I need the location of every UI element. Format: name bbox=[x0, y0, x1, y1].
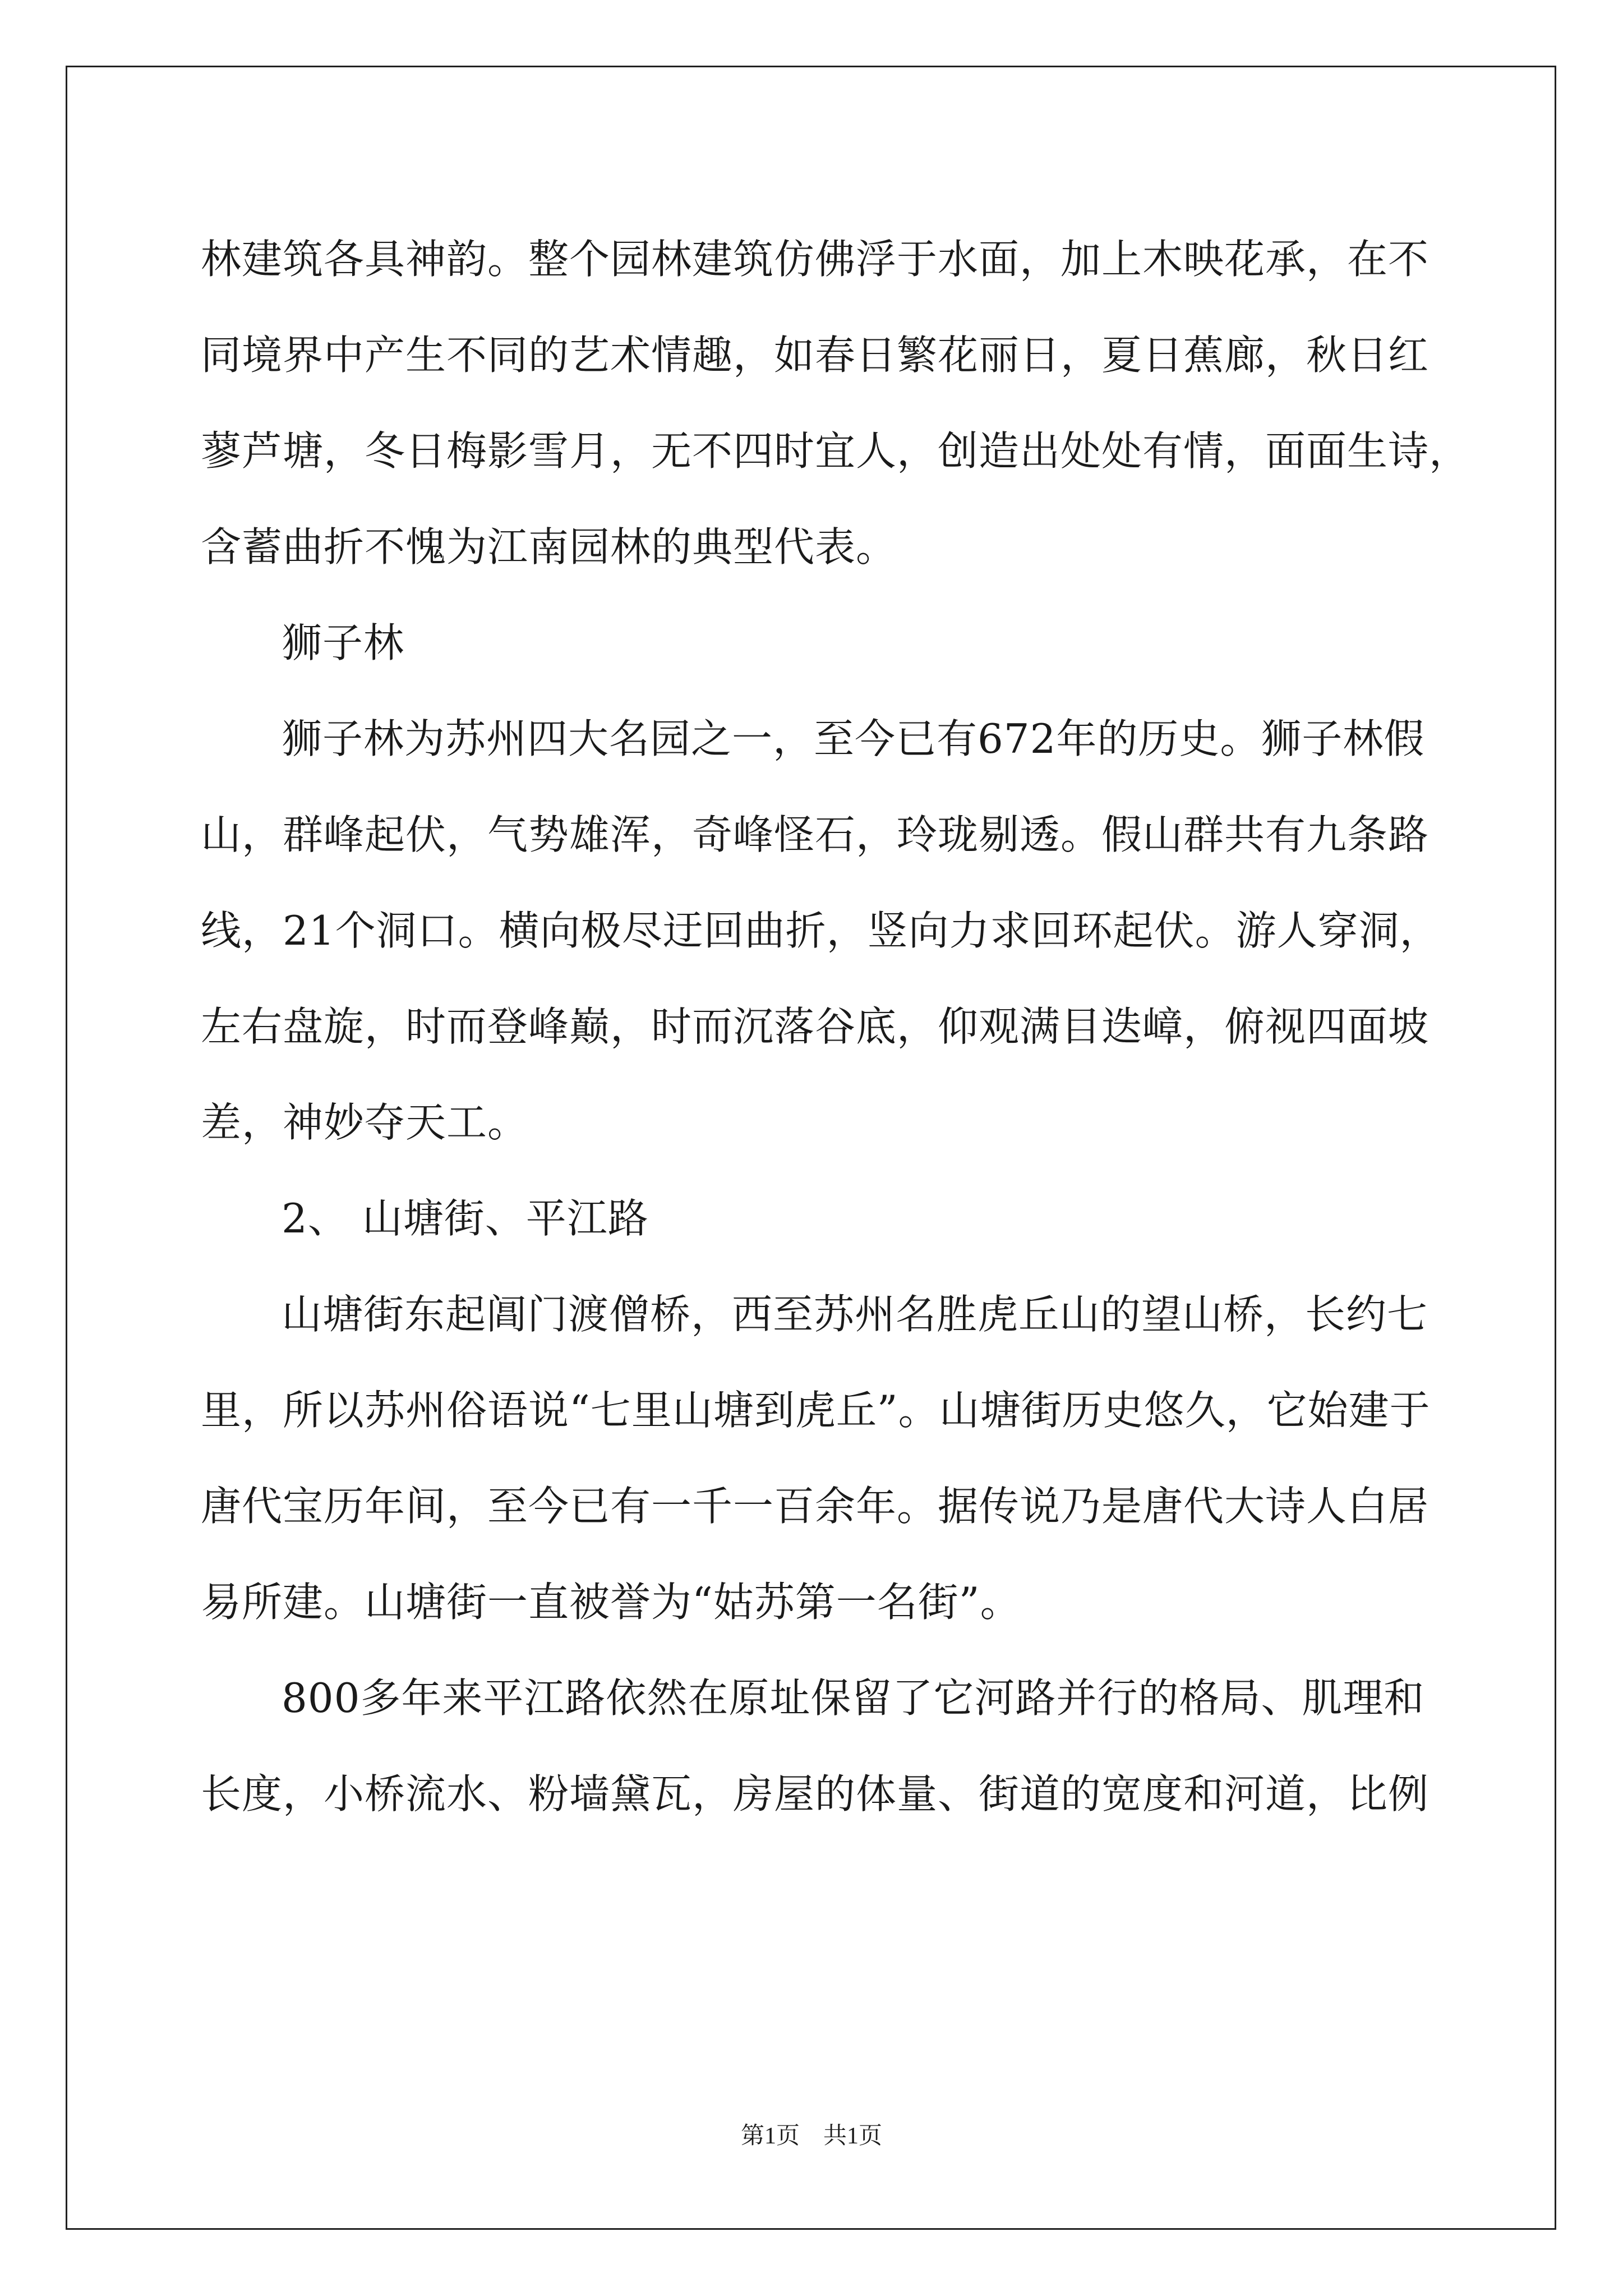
text-line: 线，21个洞口。横向极尽迂回曲折，竖向力求回环起伏。游人穿洞， bbox=[201, 907, 1441, 954]
text-line: 唐代宝历年间，至今已有一千一百余年。据传说乃是唐代大诗人白居 bbox=[201, 1483, 1430, 1530]
text-line: 山，群峰起伏，气势雄浑，奇峰怪石，玲珑剔透。假山群共有九条路 bbox=[201, 811, 1430, 858]
text-line: 同境界中产生不同的艺术情趣，如春日繁花丽日，夏日蕉廊，秋日红 bbox=[201, 332, 1430, 379]
text-line: 里，所以苏州俗语说“七里山塘到虎丘”。山塘街历史悠久，它始建于 bbox=[201, 1387, 1431, 1434]
text-line: 林建筑各具神韵。整个园林建筑仿佛浮于水面，加上木映花承，在不 bbox=[201, 236, 1430, 283]
document-body bbox=[201, 211, 1470, 1842]
section-heading: 2、 山塘街、平江路 bbox=[282, 1195, 649, 1242]
page-number-footer: 第1页 共1页 bbox=[740, 2123, 882, 2149]
text-line: 易所建。山塘街一直被誉为“姑苏第一名街”。 bbox=[201, 1579, 1021, 1626]
section-heading: 狮子林 bbox=[282, 619, 405, 666]
text-line: 左右盘旋，时而登峰巅，时而沉落谷底，仰观满目迭嶂，俯视四面坡 bbox=[201, 1003, 1430, 1050]
text-line: 蓼芦塘，冬日梅影雪月，无不四时宜人，创造出处处有情，面面生诗， bbox=[201, 427, 1470, 475]
text-line: 长度，小桥流水、粉墙黛瓦，房屋的体量、街道的宽度和河道，比例 bbox=[201, 1770, 1430, 1818]
text-line: 狮子林为苏州四大名园之一，至今已有672年的历史。狮子林假 bbox=[282, 715, 1425, 762]
text-line: 800多年来平江路依然在原址保留了它河路并行的格局、肌理和 bbox=[282, 1674, 1425, 1722]
text-line: 含蓄曲折不愧为江南园林的典型代表。 bbox=[201, 523, 897, 570]
text-line: 差，神妙夺天工。 bbox=[201, 1099, 529, 1146]
text-line: 山塘街东起阊门渡僧桥，西至苏州名胜虎丘山的望山桥，长约七 bbox=[282, 1291, 1428, 1338]
